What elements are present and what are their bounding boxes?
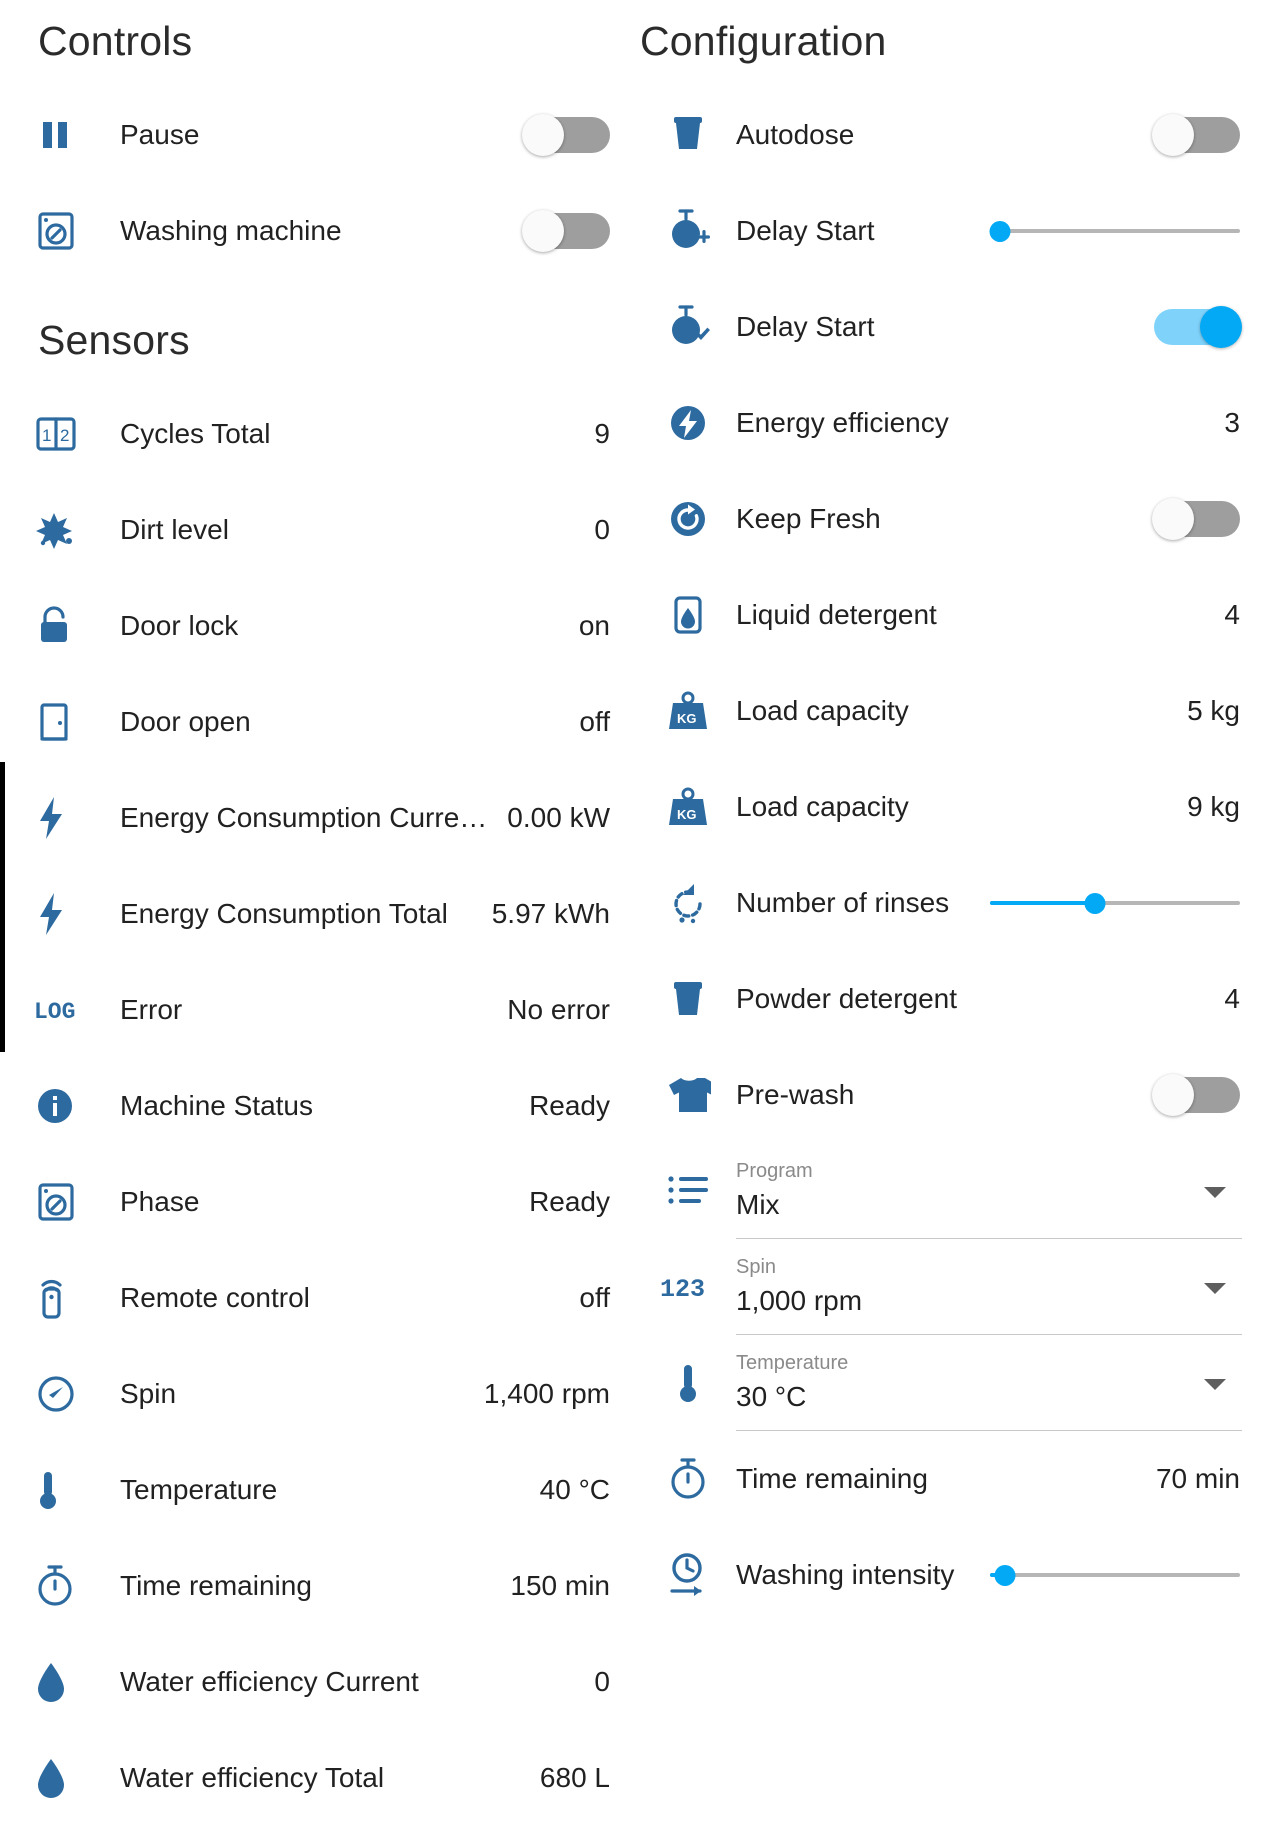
item-value: 0 xyxy=(594,514,610,545)
toggle-knob xyxy=(522,210,564,252)
list-item xyxy=(34,386,612,482)
item-value: 1,400 rpm xyxy=(483,1378,610,1409)
item-value: 150 min xyxy=(510,1570,610,1601)
item-value: 70 min xyxy=(1155,1463,1240,1494)
item-label: Time remaining xyxy=(120,1570,312,1601)
list-item xyxy=(640,567,1242,663)
info-icon xyxy=(34,1085,120,1127)
list-icon xyxy=(640,1174,736,1208)
controls-list xyxy=(34,87,612,279)
item-label: Error xyxy=(120,994,183,1025)
slider-track xyxy=(990,1573,1240,1577)
select-value: 1,000 rpm xyxy=(736,1285,863,1316)
item-value: No error xyxy=(507,994,610,1025)
list-item xyxy=(34,866,612,962)
item-label: Time remaining xyxy=(736,1463,928,1494)
intensity-clock-icon xyxy=(640,1551,736,1599)
item-label: Machine Status xyxy=(120,1090,313,1121)
list-item[interactable] xyxy=(640,1143,1242,1239)
section-title-configuration: Configuration xyxy=(640,18,887,64)
timer-icon xyxy=(640,1456,736,1502)
list-item xyxy=(640,663,1242,759)
pause-icon xyxy=(34,114,120,156)
item-label: Energy Consumption Total xyxy=(120,898,448,929)
tshirt-icon xyxy=(640,1074,736,1116)
list-item xyxy=(34,1346,612,1442)
select-label: Temperature xyxy=(736,1352,849,1374)
toggle-switch[interactable] xyxy=(1154,1077,1240,1113)
item-label: Energy efficiency xyxy=(736,407,949,438)
slider[interactable] xyxy=(990,1557,1240,1593)
item-label: Water efficiency Current xyxy=(120,1666,419,1697)
list-item xyxy=(34,770,612,866)
washing-machine-icon xyxy=(34,209,120,253)
list-item xyxy=(34,1634,612,1730)
item-label: Pre-wash xyxy=(736,1079,855,1110)
thermometer-icon xyxy=(34,1467,120,1513)
item-label: Energy Consumption Curre… xyxy=(120,802,488,833)
toggle-knob xyxy=(1152,114,1194,156)
list-item[interactable] xyxy=(640,1527,1242,1623)
configuration-list xyxy=(640,87,1242,1623)
slider-track xyxy=(990,229,1240,233)
chevron-down-icon[interactable] xyxy=(1204,1187,1226,1198)
slider-thumb[interactable] xyxy=(995,1565,1016,1586)
item-label: Keep Fresh xyxy=(736,503,881,534)
item-label: Phase xyxy=(120,1186,200,1217)
item-label: Load capacity xyxy=(736,791,909,822)
list-item[interactable] xyxy=(640,471,1242,567)
flash-icon xyxy=(34,795,120,841)
item-label: Load capacity xyxy=(736,695,909,726)
select-label: Spin xyxy=(736,1256,777,1278)
item-value: 5.97 kWh xyxy=(491,898,610,929)
item-label: Washing machine xyxy=(120,215,342,246)
item-value: on xyxy=(578,610,610,641)
item-value: off xyxy=(579,1282,610,1313)
powder-detergent-icon xyxy=(640,977,736,1021)
chevron-down-icon[interactable] xyxy=(1204,1379,1226,1390)
svg-text:123: 123 xyxy=(660,1275,706,1302)
item-value: 3 xyxy=(1224,407,1240,438)
numbers-icon xyxy=(640,1272,736,1302)
weight-kg-icon xyxy=(640,785,736,829)
water-drop-icon xyxy=(34,1755,120,1801)
toggle-switch[interactable] xyxy=(524,117,610,153)
list-item xyxy=(640,951,1242,1047)
item-label: Liquid detergent xyxy=(736,599,937,630)
detergent-cup-icon xyxy=(640,113,736,157)
slider-thumb[interactable] xyxy=(990,221,1011,242)
item-value: 4 xyxy=(1224,599,1240,630)
list-item[interactable] xyxy=(34,183,612,279)
item-label: Cycles Total xyxy=(120,418,271,449)
timer-plus-icon xyxy=(640,207,736,255)
section-title-controls: Controls xyxy=(38,18,193,64)
remote-control-icon xyxy=(34,1275,120,1321)
svg-text:LOG: LOG xyxy=(34,999,76,1025)
door-open-icon xyxy=(34,700,120,744)
rinse-icon xyxy=(640,880,736,926)
toggle-switch[interactable] xyxy=(1154,117,1240,153)
list-item xyxy=(640,375,1242,471)
toggle-switch[interactable] xyxy=(1154,309,1240,345)
list-item xyxy=(34,1250,612,1346)
item-label: Delay Start xyxy=(736,311,875,342)
energy-flash-icon xyxy=(640,402,736,444)
item-value: 9 xyxy=(594,418,610,449)
list-item[interactable] xyxy=(640,1335,1242,1431)
list-item[interactable] xyxy=(640,87,1242,183)
toggle-switch[interactable] xyxy=(524,213,610,249)
slider[interactable] xyxy=(990,213,1240,249)
weight-kg-icon xyxy=(640,689,736,733)
select-label: Program xyxy=(736,1160,813,1182)
item-value: 4 xyxy=(1224,983,1240,1014)
svg-text:1: 1 xyxy=(42,426,52,445)
liquid-detergent-icon xyxy=(640,592,736,638)
svg-text:KG: KG xyxy=(677,711,697,726)
spin-icon xyxy=(34,1372,120,1416)
list-item xyxy=(34,674,612,770)
list-item xyxy=(34,1442,612,1538)
item-label: Autodose xyxy=(736,119,855,150)
list-item xyxy=(640,1431,1242,1527)
item-label: Dirt level xyxy=(120,514,229,545)
select-temperature[interactable] xyxy=(736,1335,1242,1431)
item-value: Ready xyxy=(529,1090,610,1121)
toggle-switch[interactable] xyxy=(1154,501,1240,537)
select-value: 30 °C xyxy=(736,1381,807,1412)
toggle-knob xyxy=(522,114,564,156)
toggle-knob xyxy=(1152,1074,1194,1116)
timer-icon xyxy=(34,1563,120,1609)
slider-fill xyxy=(990,901,1095,905)
slider[interactable] xyxy=(990,885,1240,921)
water-drop-icon xyxy=(34,1659,120,1705)
list-item xyxy=(34,1538,612,1634)
item-value: 9 kg xyxy=(1187,791,1240,822)
item-value: 0 xyxy=(594,1666,610,1697)
item-label: Washing intensity xyxy=(736,1559,955,1590)
svg-text:KG: KG xyxy=(677,807,697,822)
list-item xyxy=(34,482,612,578)
refresh-icon xyxy=(640,498,736,540)
item-label: Number of rinses xyxy=(736,887,950,918)
item-value: Ready xyxy=(529,1186,610,1217)
list-item[interactable] xyxy=(640,1047,1242,1143)
item-value: 0.00 kW xyxy=(507,802,610,833)
item-label: Water efficiency Total xyxy=(120,1762,385,1793)
section-title-sensors: Sensors xyxy=(38,317,190,363)
item-label: Delay Start xyxy=(736,215,875,246)
list-item xyxy=(34,1154,612,1250)
svg-text:2: 2 xyxy=(60,426,70,445)
select-value: Mix xyxy=(736,1189,780,1220)
right-column xyxy=(640,0,1270,1834)
list-item xyxy=(34,1058,612,1154)
item-label: Door lock xyxy=(120,610,239,641)
list-item xyxy=(34,1730,612,1826)
dirt-icon xyxy=(34,509,120,551)
toggle-knob xyxy=(1152,498,1194,540)
item-value: off xyxy=(579,706,610,737)
item-label: Pause xyxy=(120,119,200,150)
list-item xyxy=(34,578,612,674)
washing-machine-icon xyxy=(34,1180,120,1224)
list-item xyxy=(640,759,1242,855)
chevron-down-icon[interactable] xyxy=(1204,1283,1226,1294)
select-spin[interactable] xyxy=(736,1239,1242,1335)
log-icon xyxy=(34,995,120,1025)
slider-thumb[interactable] xyxy=(1085,893,1106,914)
item-label: Powder detergent xyxy=(736,983,958,1014)
toggle-knob xyxy=(1200,306,1242,348)
item-value: 40 °C xyxy=(539,1474,610,1505)
flash-icon xyxy=(34,891,120,937)
item-label: Temperature xyxy=(120,1474,278,1505)
sensors-list xyxy=(34,386,612,1826)
list-item[interactable] xyxy=(34,87,612,183)
item-label: Door open xyxy=(120,706,251,737)
select-program[interactable] xyxy=(736,1143,1242,1239)
item-value: 5 kg xyxy=(1187,695,1240,726)
list-item[interactable] xyxy=(640,1239,1242,1335)
list-item xyxy=(34,962,612,1058)
item-label: Remote control xyxy=(120,1282,310,1313)
counter-icon xyxy=(34,413,120,455)
thermometer-icon xyxy=(640,1360,736,1406)
lock-icon xyxy=(34,604,120,648)
list-item[interactable] xyxy=(640,855,1242,951)
list-item[interactable] xyxy=(640,183,1242,279)
item-value: 680 L xyxy=(539,1762,610,1793)
item-label: Spin xyxy=(120,1378,177,1409)
timer-check-icon xyxy=(640,303,736,351)
list-item[interactable] xyxy=(640,279,1242,375)
